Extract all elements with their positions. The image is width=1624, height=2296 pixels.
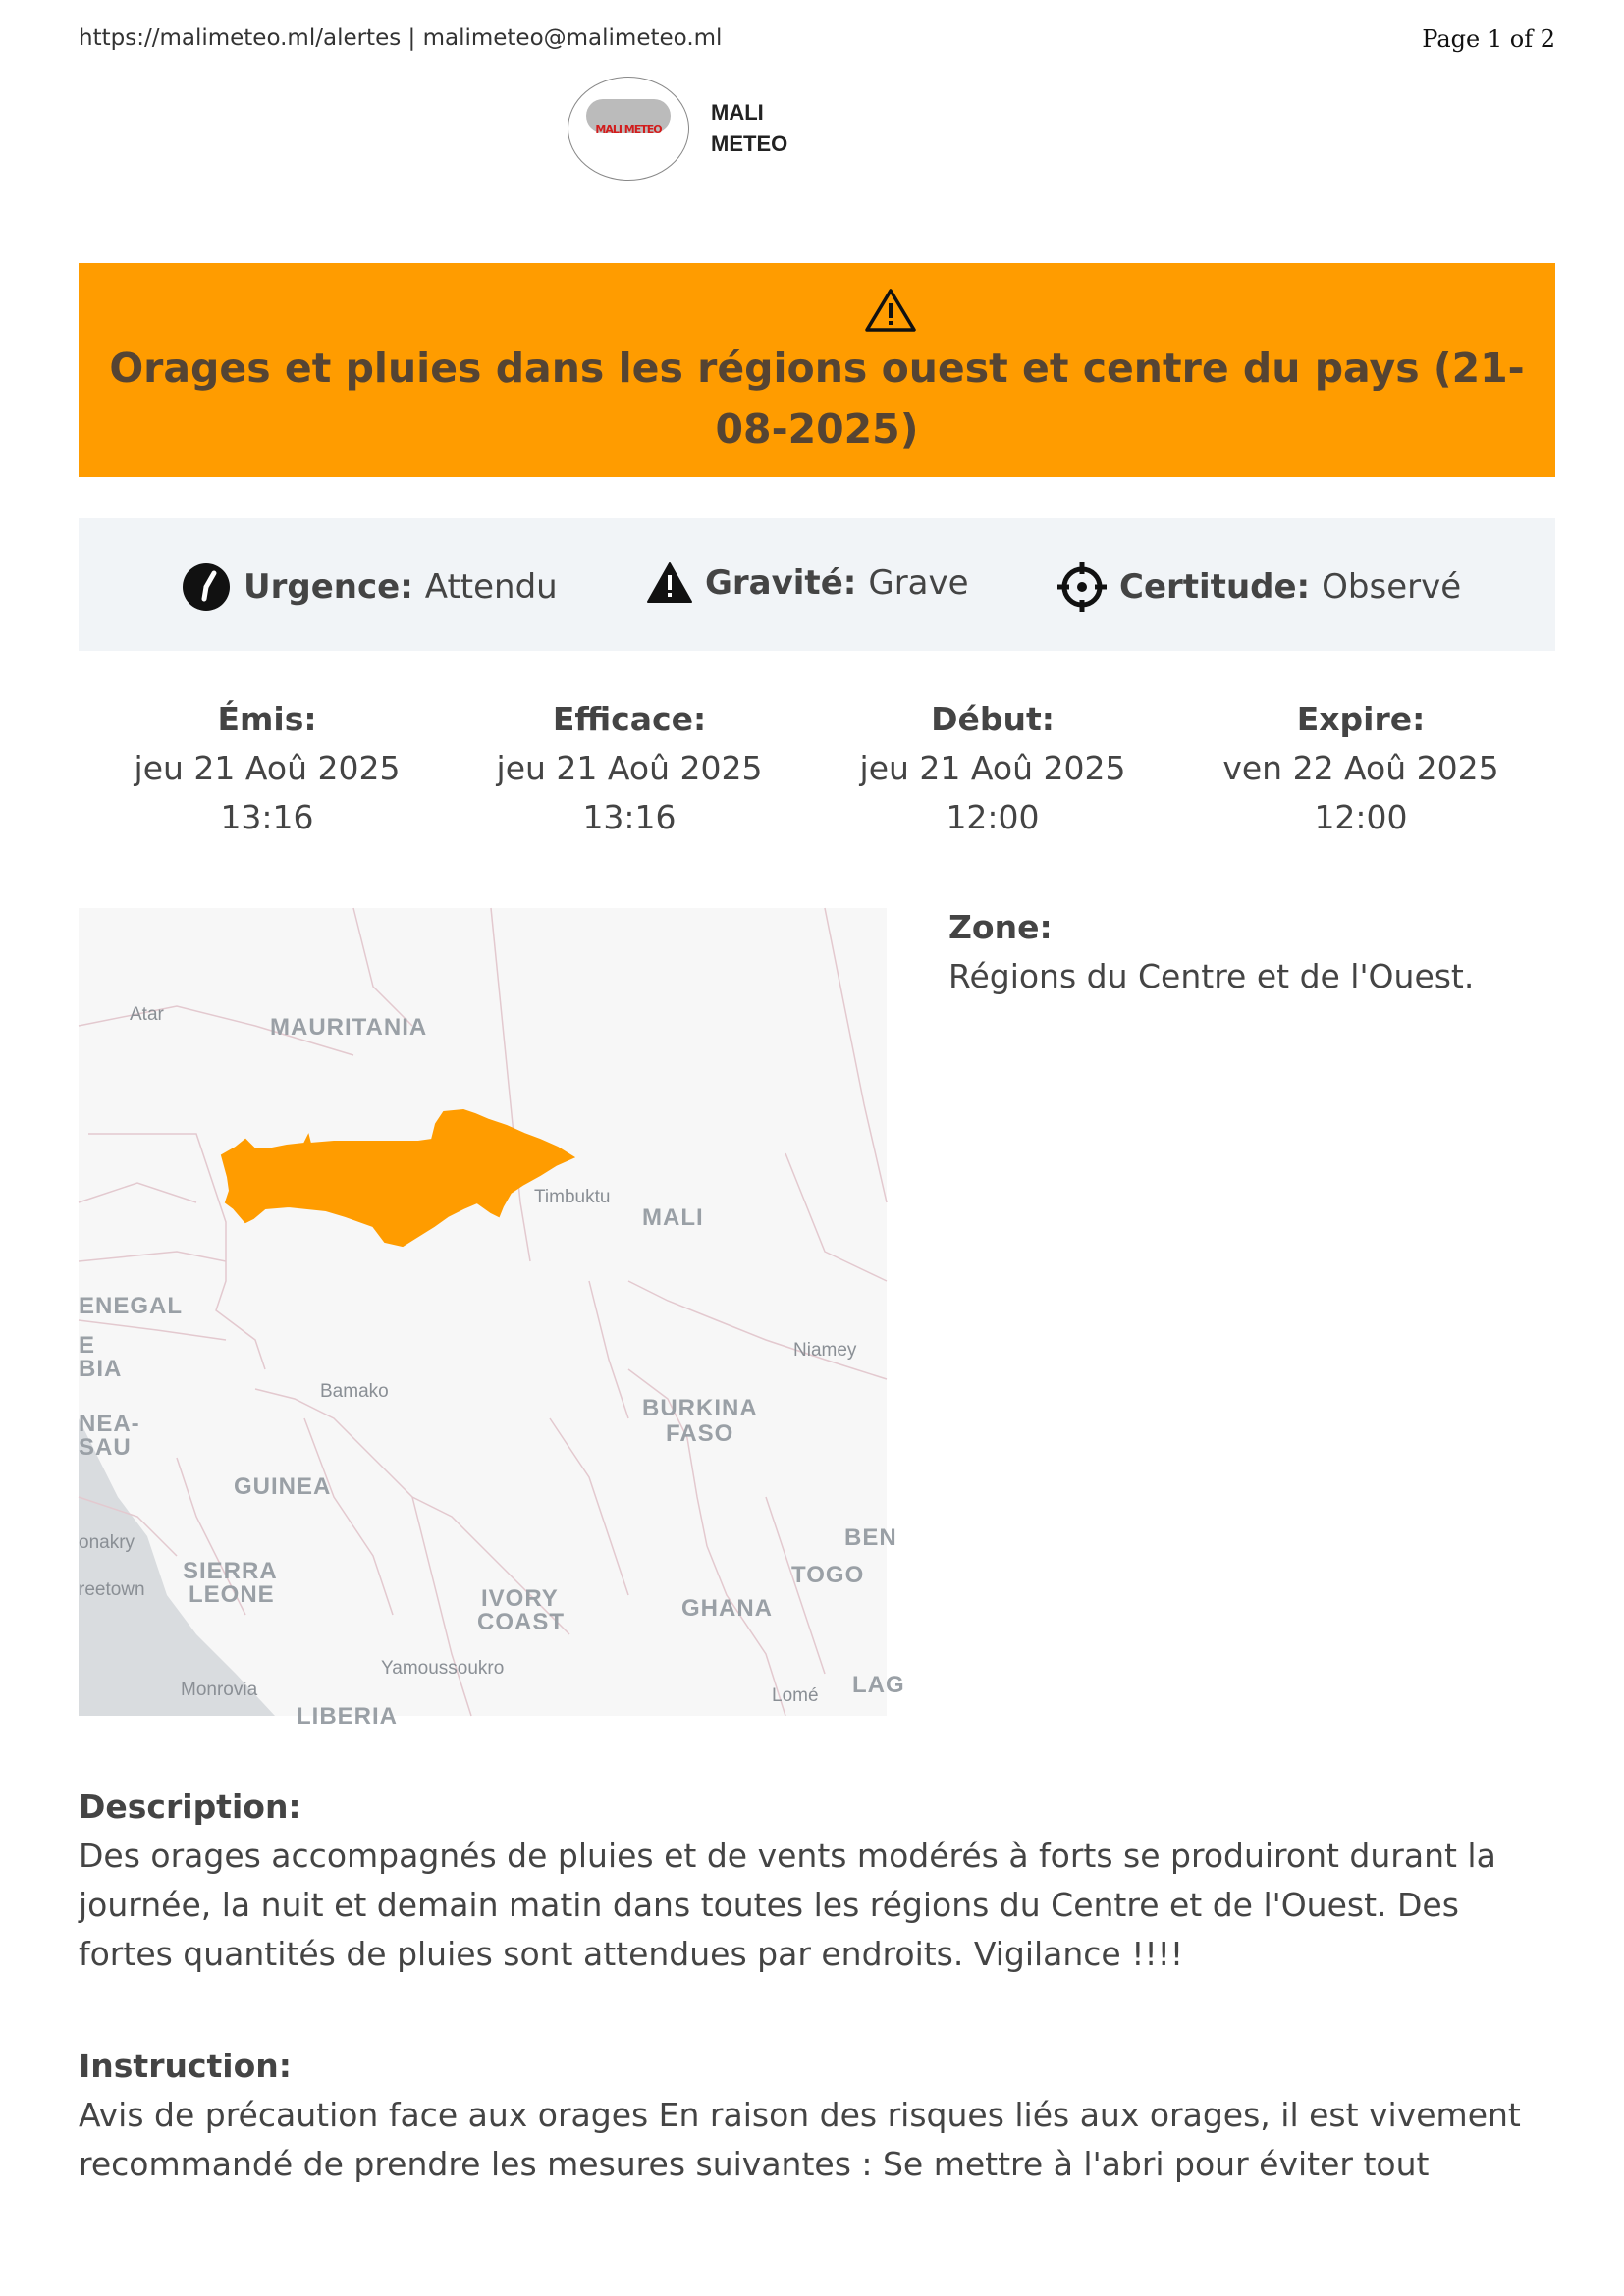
date-label: Émis: — [217, 700, 317, 738]
date-value: ven 22 Aoû 2025 — [1222, 749, 1499, 787]
date-label: Expire: — [1296, 700, 1426, 738]
map-label-togo: TOGO — [791, 1562, 865, 1588]
certainty-item — [1056, 561, 1461, 613]
date-label: Efficace: — [552, 700, 707, 738]
urgency-value: Attendu — [424, 567, 558, 607]
severity-item — [646, 561, 969, 605]
zone-value: Régions du Centre et de l'Ouest. — [948, 957, 1475, 995]
logo-text — [711, 97, 787, 160]
page-header-url: https://malimeteo.ml/alertes | malimeteo@malimeteo.ml — [79, 26, 723, 51]
logo-line-2: METEO — [711, 132, 788, 156]
alert-banner — [79, 263, 1555, 477]
date-label: Début: — [931, 700, 1055, 738]
map-city-monrovia: Monrovia — [181, 1680, 258, 1700]
mali-meteo-logo — [568, 77, 787, 181]
logo-emblem — [568, 77, 689, 181]
map-label-mauritania: MAURITANIA — [270, 1014, 428, 1041]
instruction-text: Avis de précaution face aux orages En raison des risques liés aux orages, il est vivement recommandé de prendre les mesures suivantes : Se mettre à l'abri pour éviter tout — [79, 2096, 1521, 2183]
map-label-ivory-1: IVORY — [481, 1585, 559, 1612]
time-value: 13:16 — [220, 798, 314, 836]
urgency-label: Urgence: — [244, 567, 413, 607]
certainty-label: Certitude: — [1119, 567, 1311, 607]
page-indicator: Page 1 of 2 — [1422, 26, 1555, 53]
map-label-ghana: GHANA — [681, 1595, 773, 1622]
alert-area-map — [79, 908, 905, 1730]
instruction-label: Instruction: — [79, 2047, 292, 2085]
logo-mark-text: MALI METEO — [595, 122, 662, 135]
date-expires — [1184, 695, 1538, 842]
map-label-burkina-2: FASO — [666, 1420, 734, 1447]
date-value: jeu 21 Aoû 2025 — [134, 749, 401, 787]
map-city-lome: Lomé — [772, 1685, 819, 1706]
map-label-burkina-1: BURKINA — [642, 1395, 758, 1421]
map-city-conakry: onakry — [79, 1532, 135, 1553]
date-value: jeu 21 Aoû 2025 — [496, 749, 763, 787]
urgency-item — [181, 561, 558, 613]
map-label-liberia: LIBERIA — [297, 1703, 398, 1730]
map-label-guinea: GUINEA — [234, 1473, 332, 1500]
date-effective — [453, 695, 806, 842]
severity-value: Grave — [868, 563, 969, 603]
map-label-guinea-bissau-2: SAU — [79, 1434, 132, 1461]
date-value: jeu 21 Aoû 2025 — [859, 749, 1126, 787]
warning-triangle-icon — [864, 287, 917, 334]
map-label-gambia: BIA — [79, 1356, 123, 1382]
description-label: Description: — [79, 1788, 301, 1826]
alert-meta-box — [79, 518, 1555, 651]
time-value: 12:00 — [946, 798, 1040, 836]
logo-line-1: MALI — [711, 100, 764, 125]
map-label-ivory-2: COAST — [477, 1609, 565, 1635]
certainty-value: Observé — [1322, 567, 1462, 607]
map-label-mali: MALI — [642, 1204, 704, 1231]
map-city-bamako: Bamako — [320, 1381, 389, 1402]
alert-title: Orages et pluies dans les régions ouest et centre du pays (21-08-2025) — [109, 345, 1525, 453]
map-city-niamey: Niamey — [793, 1340, 857, 1361]
map-label-sierra-1: SIERRA — [183, 1558, 278, 1584]
instruction-section — [79, 2042, 1561, 2189]
map-city-freetown: reetown — [79, 1579, 145, 1600]
date-onset — [816, 695, 1169, 842]
description-text: Des orages accompagnés de pluies et de vents modérés à forts se produiront durant la journée, la nuit et demain matin dans toutes les régions du Centre et de l'Ouest. Des fortes quantités de pluies sont attendues par endroits. Vigilance !!!! — [79, 1837, 1496, 1973]
date-issued — [90, 695, 444, 842]
map-label-sierra-2: LEONE — [189, 1581, 275, 1608]
map-label-guinea-bissau-1: NEA- — [79, 1411, 140, 1437]
map-label-lagos: LAG — [852, 1672, 905, 1698]
time-value: 13:16 — [582, 798, 677, 836]
warning-icon — [646, 561, 693, 605]
severity-label: Gravité: — [705, 563, 857, 603]
map-label-gambia-e: E — [79, 1332, 96, 1359]
map-label-senegal: ENEGAL — [79, 1293, 184, 1319]
map-city-atar: Atar — [130, 1004, 164, 1025]
map-city-timbuktu: Timbuktu — [534, 1187, 611, 1207]
clock-icon — [181, 561, 232, 613]
alert-area-polygon — [222, 1110, 573, 1246]
map-city-yamoussoukro: Yamoussoukro — [381, 1658, 505, 1679]
crosshair-icon — [1056, 561, 1108, 613]
zone-section — [948, 903, 1474, 1001]
zone-label: Zone: — [948, 908, 1053, 946]
time-value: 12:00 — [1314, 798, 1408, 836]
description-section — [79, 1783, 1561, 1979]
map-label-benin: BEN — [844, 1524, 897, 1551]
